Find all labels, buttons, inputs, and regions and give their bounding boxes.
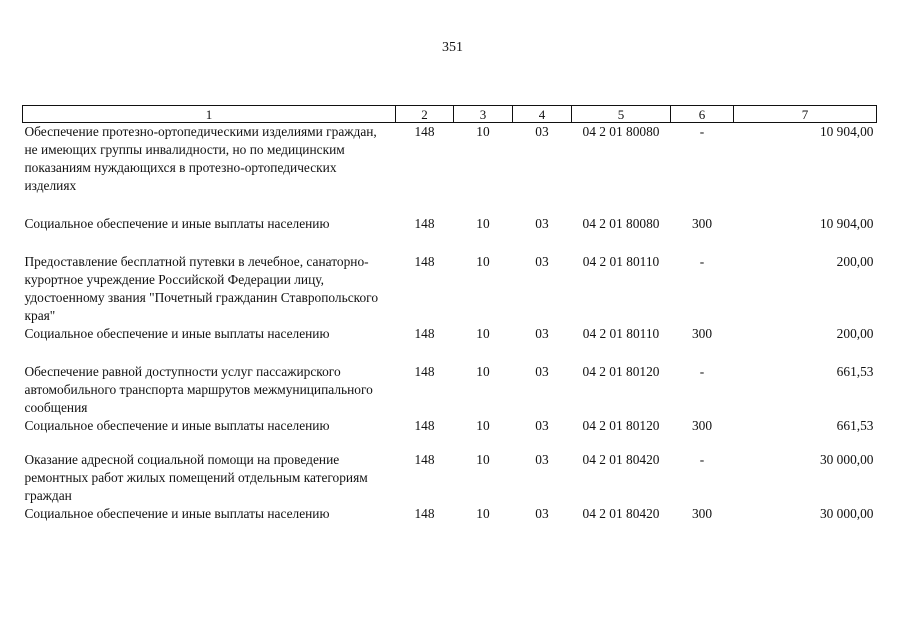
- row-subsection-code: 03: [535, 326, 549, 341]
- row-expense-type: -: [699, 364, 705, 379]
- row-subsection-code: 03: [535, 506, 549, 521]
- column-header-2: 2: [396, 106, 454, 123]
- table-row: [23, 215, 877, 233]
- row-amount: 200,00: [836, 326, 874, 341]
- row-target-code: 04 2 01 80420: [582, 452, 660, 467]
- page-number: 351: [442, 40, 463, 55]
- row-name: Социальное обеспечение и иные выплаты населению: [24, 506, 330, 521]
- table-row: [23, 325, 877, 343]
- row-name: Социальное обеспечение и иные выплаты населению: [24, 418, 330, 433]
- row-amount: 661,53: [836, 418, 874, 433]
- row-spacer: [23, 343, 877, 363]
- table-row: [23, 505, 877, 523]
- row-amount: 10 904,00: [819, 124, 874, 139]
- row-amount: 30 000,00: [819, 506, 874, 521]
- row-amount: 30 000,00: [819, 452, 874, 467]
- row-name: Обеспечение протезно-ортопедическими изделиями граждан, не имеющих группы инвалидности, но по медицинским показаниям нуждающихся в протезно-ортопедических изделиях: [24, 124, 377, 193]
- row-subsection-code: 03: [535, 418, 549, 433]
- row-expense-type: 300: [691, 216, 713, 231]
- row-target-code: 04 2 01 80420: [582, 506, 660, 521]
- row-section-code: 10: [476, 326, 490, 341]
- row-ministry-code: 148: [414, 124, 435, 139]
- table-row: [23, 417, 877, 435]
- row-section-code: 10: [476, 216, 490, 231]
- row-spacer: [23, 435, 877, 451]
- row-ministry-code: 148: [414, 418, 435, 433]
- row-spacer: [23, 233, 877, 253]
- row-ministry-code: 148: [414, 254, 435, 269]
- column-header-6: 6: [671, 106, 734, 123]
- row-spacer: [23, 195, 877, 215]
- row-ministry-code: 148: [414, 452, 435, 467]
- row-expense-type: 300: [691, 326, 713, 341]
- header-row: [23, 106, 877, 123]
- row-expense-type: 300: [691, 506, 713, 521]
- row-target-code: 04 2 01 80110: [582, 254, 660, 269]
- row-target-code: 04 2 01 80120: [582, 418, 660, 433]
- row-target-code: 04 2 01 80120: [582, 364, 660, 379]
- column-header-5: 5: [572, 106, 671, 123]
- table-row: [23, 451, 877, 505]
- row-expense-type: 300: [691, 418, 713, 433]
- row-target-code: 04 2 01 80080: [582, 216, 660, 231]
- row-section-code: 10: [476, 364, 490, 379]
- row-subsection-code: 03: [535, 254, 549, 269]
- row-ministry-code: 148: [414, 506, 435, 521]
- table-row: [23, 123, 877, 196]
- row-section-code: 10: [476, 506, 490, 521]
- table-body: [23, 123, 877, 524]
- row-name: Оказание адресной социальной помощи на проведение ремонтных работ жилых помещений отдельным категориям граждан: [24, 452, 368, 503]
- table-row: [23, 253, 877, 325]
- row-section-code: 10: [476, 452, 490, 467]
- column-header-3: 3: [454, 106, 513, 123]
- row-section-code: 10: [476, 124, 490, 139]
- row-target-code: 04 2 01 80080: [582, 124, 660, 139]
- row-subsection-code: 03: [535, 364, 549, 379]
- row-subsection-code: 03: [535, 124, 549, 139]
- row-ministry-code: 148: [414, 216, 435, 231]
- row-expense-type: -: [699, 124, 705, 139]
- row-name: Социальное обеспечение и иные выплаты населению: [24, 216, 330, 231]
- table-header: [23, 106, 877, 123]
- row-name: Обеспечение равной доступности услуг пассажирского автомобильного транспорта маршрутов межмуниципального сообщения: [24, 364, 373, 415]
- column-header-7: 7: [734, 106, 877, 123]
- row-ministry-code: 148: [414, 326, 435, 341]
- row-expense-type: -: [699, 254, 705, 269]
- row-section-code: 10: [476, 254, 490, 269]
- row-subsection-code: 03: [535, 452, 549, 467]
- row-amount: 661,53: [836, 364, 874, 379]
- row-target-code: 04 2 01 80110: [582, 326, 660, 341]
- row-subsection-code: 03: [535, 216, 549, 231]
- row-name: Предоставление бесплатной путевки в лечебное, санаторно-курортное учреждение Российской Федерации лицу, удостоенному звания "Почетный гражданин Ставропольского края": [24, 254, 379, 323]
- row-ministry-code: 148: [414, 364, 435, 379]
- budget-table: [22, 105, 877, 523]
- row-name: Социальное обеспечение и иные выплаты населению: [24, 326, 330, 341]
- row-section-code: 10: [476, 418, 490, 433]
- column-header-1: 1: [23, 106, 396, 123]
- table-row: [23, 363, 877, 417]
- row-amount: 200,00: [836, 254, 874, 269]
- column-header-4: 4: [513, 106, 572, 123]
- row-amount: 10 904,00: [819, 216, 874, 231]
- row-expense-type: -: [699, 452, 705, 467]
